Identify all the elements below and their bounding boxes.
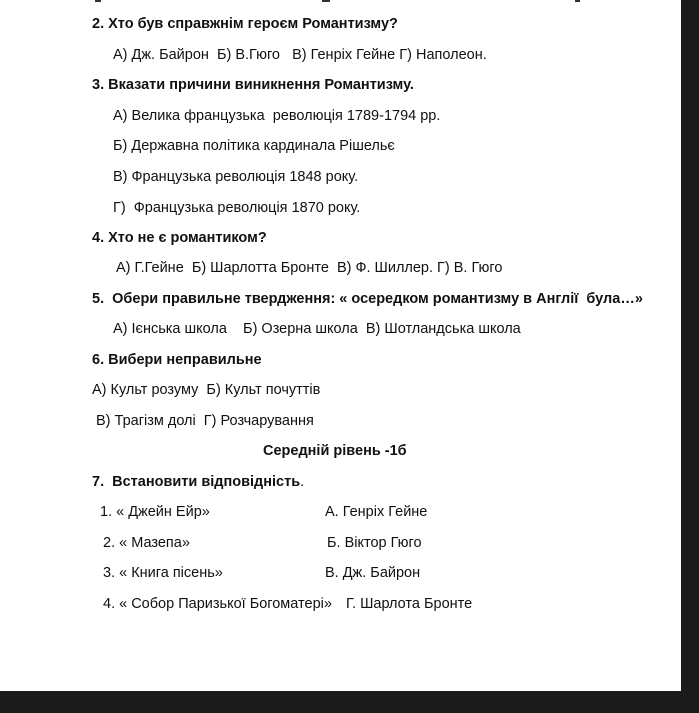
matching-right-item-a: А. Генріх Гейне: [325, 504, 428, 520]
matching-right-item-d: Г. Шарлота Бронте: [346, 596, 473, 612]
question-3-answer-d: Г) Французька революція 1870 року.: [113, 200, 361, 216]
question-7-title-text: 7. Встановити відповідність: [92, 474, 301, 490]
cropped-text-fragment: [322, 0, 330, 2]
question-6-answers-line-1: А) Культ розуму Б) Культ почуттів: [92, 382, 321, 398]
section-heading: Середній рівень -1б: [263, 443, 407, 459]
matching-left-item-2: 2. « Мазепа»: [103, 535, 190, 551]
matching-left-item-4: 4. « Собор Паризької Богоматері»: [103, 596, 332, 612]
question-4-answers: А) Г.Гейне Б) Шарлотта Бронте В) Ф. Шиллер. Г) В. Гюго: [116, 260, 503, 276]
matching-right-item-c: В. Дж. Байрон: [325, 565, 421, 581]
question-6-title: 6. Вибери неправильне: [92, 352, 262, 368]
question-7-title: [92, 473, 304, 491]
question-7-title-suffix: .: [300, 474, 305, 490]
matching-left-item-1: 1. « Джейн Ейр»: [100, 504, 210, 520]
question-6-answers-line-2: В) Трагізм долі Г) Розчарування: [96, 413, 314, 429]
page-edge-shadow-bottom: [0, 691, 699, 713]
question-3-answer-b: Б) Державна політика кардинала Рішельє: [113, 138, 395, 154]
question-5-title: 5. Обери правильне твердження: « осередком романтизму в Англії була…»: [92, 291, 643, 307]
question-2-answers: А) Дж. Байрон Б) В.Гюго В) Генріх Гейне Г) Наполеон.: [113, 47, 487, 63]
question-4-title: 4. Хто не є романтиком?: [92, 230, 267, 246]
matching-right-item-b: Б. Віктор Гюго: [327, 535, 422, 551]
page-edge-shadow-right: [681, 0, 699, 713]
question-3-answer-a: А) Велика французька революція 1789-1794 рр.: [113, 108, 441, 124]
question-5-answers: А) Ієнська школа Б) Озерна школа В) Шотландська школа: [113, 321, 521, 337]
cropped-text-fragment: [575, 0, 580, 2]
question-2-title: 2. Хто був справжнім героєм Романтизму?: [92, 16, 398, 32]
cropped-text-fragment: [95, 0, 101, 2]
question-3-title: 3. Вказати причини виникнення Романтизму.: [92, 77, 414, 93]
question-3-answer-c: В) Французька революція 1848 року.: [113, 169, 359, 185]
matching-left-item-3: 3. « Книга пісень»: [103, 565, 223, 581]
